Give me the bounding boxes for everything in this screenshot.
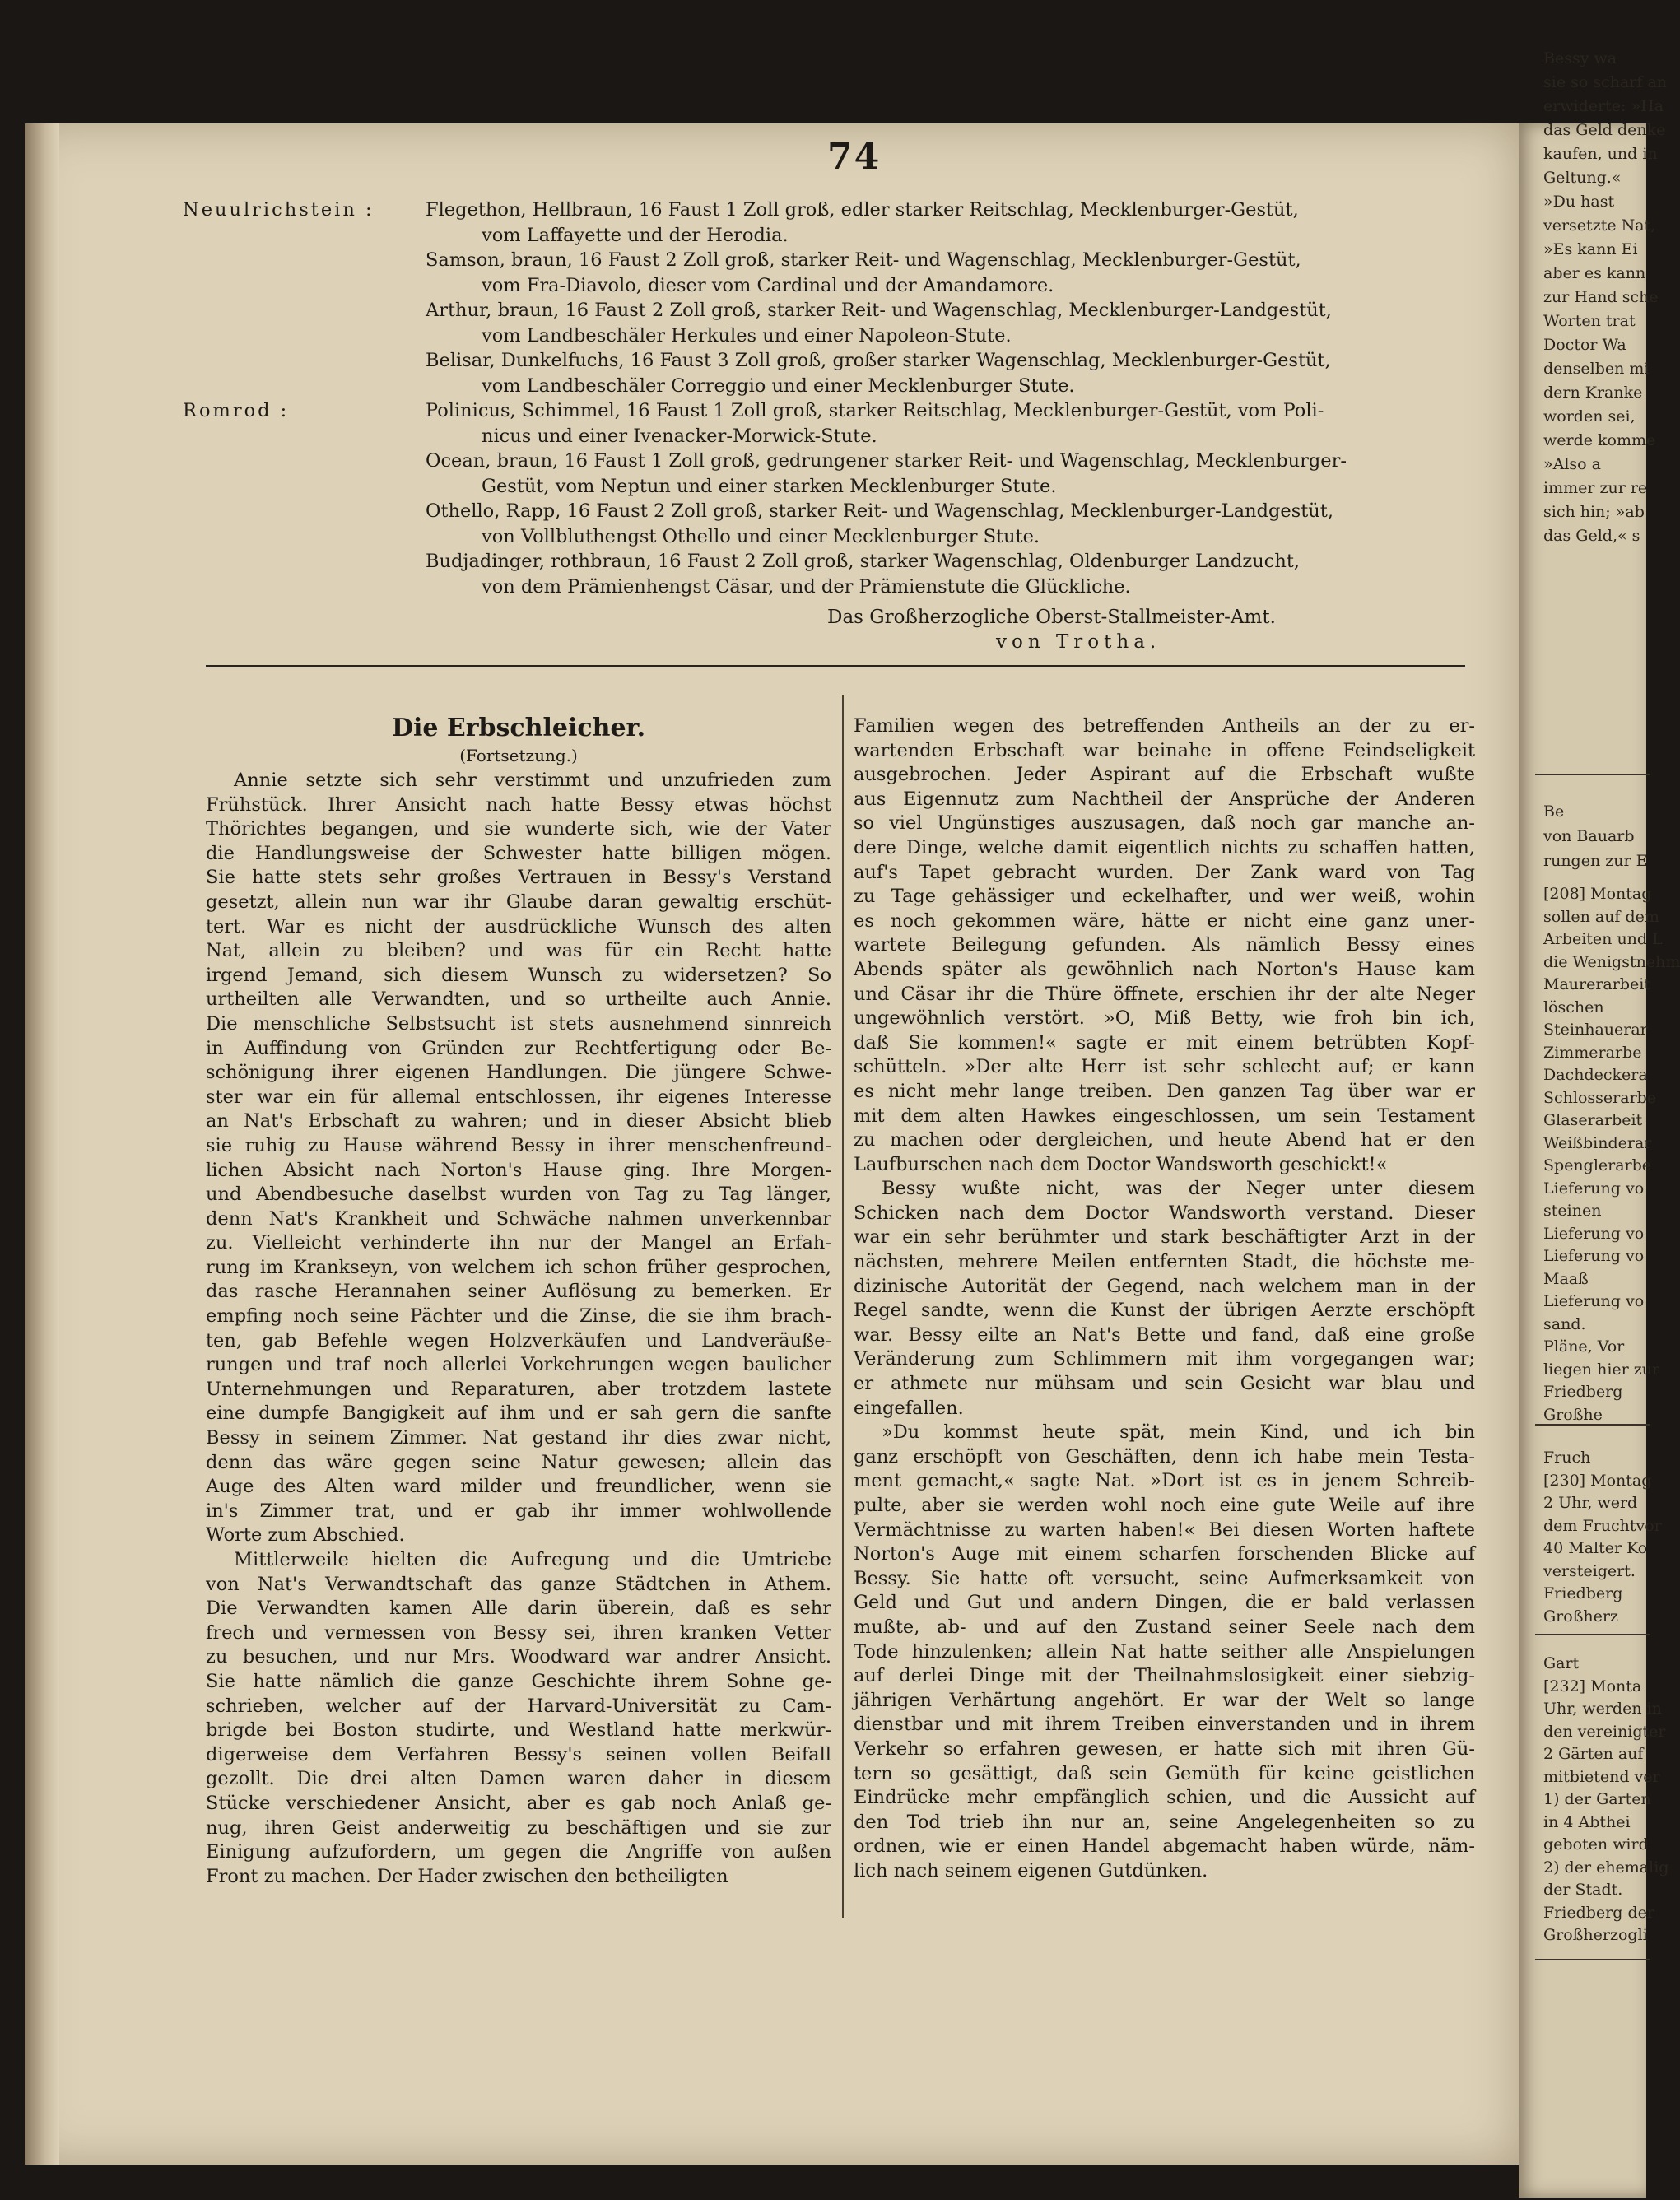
article-line: Thörichtes begangen, und sie wunderte sich, wie der Vater (206, 818, 831, 840)
article-line: nächsten, mehrere Meilen entfernten Stadt, die höchste me- (854, 1251, 1475, 1273)
article-line: wartenden Erbschaft war beinahe in offene Feindseligkeit (854, 739, 1475, 761)
facing-page-line: [232] Monta (1543, 1677, 1642, 1695)
facing-page-line: Doctor Wa (1543, 336, 1626, 354)
stallion-entry: Budjadinger, rothbraun, 16 Faust 2 Zoll groß, starker Wagenschlag, Oldenburger Landzucht, (426, 551, 1301, 572)
article-line: Annie setzte sich sehr verstimmt und unzufrieden zum (234, 770, 831, 791)
article-line: Bessy wußte nicht, was der Neger unter diesem (882, 1178, 1475, 1200)
article-line: Veränderung zum Schlimmern mit ihm vorgegangen war; (854, 1348, 1475, 1370)
facing-page-line: mitbietend ver (1543, 1767, 1660, 1786)
facing-page-line: in 4 Abthei (1543, 1812, 1631, 1831)
article-line: Die Verwandten kamen Alle darin überein, daß es sehr (206, 1598, 831, 1620)
stallion-entry: Flegethon, Hellbraun, 16 Faust 1 Zoll groß, edler starker Reitschlag, Mecklenburger-Gestüt, (426, 199, 1299, 221)
stallion-entry: Ocean, braun, 16 Faust 1 Zoll groß, gedrungener starker Reit- und Wagenschlag, Mecklenburger- (426, 450, 1347, 472)
facing-page-line: Dachdeckera (1543, 1066, 1648, 1084)
facing-page-line: Arbeiten und L (1543, 930, 1663, 948)
facing-page-line: dem Fruchtvor (1543, 1516, 1662, 1535)
article-line: Sie hatte stets sehr großes Vertrauen in Bessy's Verstand (206, 867, 831, 889)
stallion-entry-continued: vom Laffayette und der Herodia. (482, 224, 789, 246)
facing-page-line: sich hin; »ab (1543, 503, 1645, 521)
stallion-entry: Polinicus, Schimmel, 16 Faust 1 Zoll groß, starker Reitschlag, Mecklenburger-Gestüt, vom Poli- (426, 400, 1324, 421)
facing-page-line: Steinhauerar (1543, 1021, 1648, 1039)
article-left-column (206, 714, 831, 1889)
article-title: Die Erbschleicher. (391, 714, 646, 742)
stallion-entry-continued: nicus und einer Ivenacker-Morwick-Stute. (482, 425, 877, 447)
article-line: von Nat's Verwandtschaft das ganze Städtchen in Athem. (206, 1573, 831, 1595)
article-line: aus Eigennutz zum Nachtheil der Ansprüche der Anderen (854, 788, 1475, 810)
article-line: den Tod trieb ihn nur an, seine Angelegenheiten so zu (854, 1811, 1475, 1833)
stallion-entry-continued: vom Landbeschäler Correggio und einer Mecklenburger Stute. (482, 374, 1075, 397)
article-line: ausgebrochen. Jeder Aspirant auf die Erbschaft wußte (854, 764, 1475, 786)
facing-page-line: [230] Montag (1543, 1471, 1652, 1490)
article-line: jährigen Verhärtung angehört. Er war der Welt so lange (854, 1689, 1475, 1711)
article-line: war. Bessy eilte an Nat's Bette und fand, daß eine große (854, 1323, 1475, 1346)
article-line: in Auffindung von Gründen zur Rechtfertigung oder Be- (206, 1037, 831, 1059)
stallion-entry: Othello, Rapp, 16 Faust 2 Zoll groß, starker Reit- und Wagenschlag, Mecklenburger-Landgestüt, (426, 500, 1333, 522)
article-line: es nicht mehr lange treiben. Den ganzen Tag über war er (854, 1080, 1475, 1102)
facing-page-line: Friedberg (1543, 1383, 1623, 1401)
stallion-entry: Arthur, braun, 16 Faust 2 Zoll groß, starker Reit- und Wagenschlag, Mecklenburger-Landgestüt, (426, 300, 1332, 321)
facing-page-line: 40 Malter Ko (1543, 1539, 1648, 1557)
article-line: Auge des Alten ward milder und freundlicher, wenn sie (206, 1476, 831, 1498)
facing-rule (1535, 1959, 1650, 1960)
facing-page-line: denselben mi (1543, 360, 1650, 378)
facing-page-line: [208] Montag (1543, 885, 1652, 903)
column-divider (842, 695, 844, 1918)
article-line: er athmete nur mühsam und sein Gesicht war blau und (854, 1373, 1475, 1395)
article-line: »Du kommst heute spät, mein Kind, und ich bin (882, 1421, 1475, 1444)
facing-page-line: versteigert. (1543, 1561, 1636, 1580)
article-line: zu Tage gehässiger und eckelhafter, und wer weiß, wohin (854, 886, 1475, 908)
facing-page-line: Glaserarbeit (1543, 1111, 1643, 1129)
article-line: Verkehr so erfahren gewesen, er hatte sich mit ihren Gü- (854, 1737, 1475, 1760)
facing-page-line: Großhe (1543, 1405, 1603, 1424)
article-line: gesetzt, allein nun war ihr Glaube daran gewaltig erschüt- (206, 891, 831, 913)
article-line: Tode hinzulenken; allein Nat hatte seither alle Anspielungen (854, 1640, 1475, 1663)
article-subtitle: (Fortsetzung.) (459, 746, 578, 765)
article-line: die Handlungsweise der Schwester hatte billigen mögen. (206, 842, 831, 864)
article-line: Sie hatte nämlich die ganze Geschichte ihrem Sohne ge- (206, 1670, 831, 1692)
article-line: in's Zimmer trat, und er gab ihr immer wohlwollende (206, 1500, 831, 1522)
facing-page-line: kaufen, und in (1543, 145, 1658, 163)
facing-page-line: sand. (1543, 1314, 1586, 1333)
article-line: Norton's Auge mit einem scharfen forschenden Blicke auf (854, 1543, 1475, 1565)
page-edge (25, 123, 59, 2165)
facing-page-line: Geltung.« (1543, 169, 1622, 187)
facing-page-line: Weißbinderar (1543, 1133, 1652, 1152)
article-line: brigde bei Boston studirte, und Westland hatte merkwür- (206, 1719, 831, 1742)
facing-page-line: Gart (1543, 1654, 1580, 1672)
article-line: rung im Krankseyn, von welchem ich schon früher gesprochen, (206, 1256, 831, 1278)
facing-page-line: worden sei, (1543, 407, 1636, 426)
stud-location: Neuulrichstein : (183, 199, 375, 221)
article-line: Bessy in seinem Zimmer. Nat gestand ihr dies zwar nicht, (206, 1427, 831, 1449)
article-line: das rasche Herannahen seiner Auflösung zu bemerken. Er (206, 1281, 831, 1303)
stallion-entry-continued: vom Landbeschäler Herkules und einer Napoleon-Stute. (482, 324, 1012, 347)
facing-page-line: von Bauarb (1543, 827, 1635, 845)
facing-page-line: 2 Uhr, werd (1543, 1494, 1638, 1512)
facing-page-line: »Also a (1543, 455, 1601, 473)
article-line: an Nat's Erbschaft zu wahren; und in dieser Absicht blieb (206, 1110, 831, 1133)
facing-rule (1535, 1424, 1650, 1426)
article-line: Front zu machen. Der Hader zwischen den betheiligten (206, 1865, 728, 1887)
article-line: zu machen oder dergleichen, und heute Abend hat er den (854, 1129, 1475, 1151)
article-line: digerweise dem Verfahren Bessy's seinen vollen Beifall (206, 1743, 831, 1765)
stallion-entry: Samson, braun, 16 Faust 2 Zoll groß, starker Reit- und Wagenschlag, Mecklenburger-Gestüt, (426, 249, 1301, 271)
facing-page-line: Friedberg der (1543, 1903, 1654, 1922)
article-line: denn das wäre gegen seine Natur gewesen; allein das (206, 1451, 831, 1473)
article-line: Familien wegen des betreffenden Antheils an der zu er- (854, 715, 1475, 737)
article-line: urtheilten alle Verwandten, und so urtheilte auch Annie. (206, 988, 831, 1011)
article-line: ster war ein für allemal entschlossen, ihr eigenes Interesse (206, 1086, 831, 1108)
facing-page-line: »Es kann Ei (1543, 240, 1638, 258)
facing-page-line: 2 Gärten auf (1543, 1745, 1644, 1763)
facing-page-line: Großherzogli (1543, 1926, 1648, 1944)
facing-page-line: Lieferung vo (1543, 1247, 1645, 1265)
article-line: Eindrücke mehr empfänglich schien, und die Aussicht auf (854, 1787, 1475, 1809)
facing-page-line: liegen hier zur (1543, 1360, 1660, 1379)
article-line: Unternehmungen und Reparaturen, aber trotzdem lastete (206, 1378, 831, 1400)
facing-page (1519, 49, 1680, 2198)
article-line: Stücke verschiedener Ansicht, aber es gab noch Anlaß ge- (206, 1792, 831, 1814)
article-line: tert. War es nicht der ausdrückliche Wunsch des alten (206, 915, 831, 937)
article-line: empfing noch seine Pächter und die Zinse, die sie ihm brach- (206, 1305, 831, 1328)
facing-page-line: Spenglerarbe (1543, 1156, 1652, 1174)
article-line: Worte zum Abschied. (206, 1524, 405, 1547)
facing-page-line: Schlosserarbe (1543, 1088, 1657, 1107)
article-line: Regel sandte, wenn die Kunst der übrigen Aerzte erschöpft (854, 1300, 1475, 1322)
article-line: denn Nat's Krankheit und Schwäche nahmen unverkennbar (206, 1207, 831, 1230)
article-line: irgend Jemand, sich diesem Wunsch zu widersetzen? So (206, 964, 831, 986)
article-line: es noch gekommen wäre, hätte er nicht eine ganz uner- (854, 909, 1475, 932)
article-line: Geld und Gut und andern Dingen, die er bald verlassen (854, 1592, 1475, 1614)
article-line: rungen und traf noch allerlei Vorkehrungen wegen baulicher (206, 1354, 831, 1376)
article-line: eingefallen. (854, 1397, 964, 1419)
facing-page-line: der Stadt. (1543, 1881, 1623, 1899)
article-line: daß Sie kommen!« sagte er mit einem betrübten Kopf- (854, 1031, 1475, 1053)
article-line: nug, ihren Geist anderweitig zu beschäftigen und sie zur (206, 1816, 831, 1839)
facing-page-line: Uhr, werden in (1543, 1700, 1662, 1718)
article-line: mußte, ab- und auf den Zustand seiner Seele nach dem (854, 1616, 1475, 1638)
facing-page-line: 1) der Garten (1543, 1790, 1651, 1808)
facing-page-line: geboten wird (1543, 1835, 1649, 1853)
facing-page-line: Maurerarbeit (1543, 975, 1650, 993)
article-line: schütteln. »Der alte Herr ist sehr schlecht auf; er kann (854, 1056, 1475, 1078)
facing-page-line: Lieferung vo (1543, 1292, 1645, 1310)
facing-page-line: sollen auf dem (1543, 907, 1659, 926)
article-line: auf derlei Dinge mit der Theilnahmslosigkeit einer siebzig- (854, 1665, 1475, 1687)
facing-page-line: Friedberg (1543, 1584, 1623, 1602)
article-line: war ein sehr berühmter und stark beschäftigter Arzt in der (854, 1226, 1475, 1249)
article-line: tern so gesättigt, daß sein Gemüth für keine geistlichen (854, 1762, 1475, 1784)
facing-page-line: steinen (1543, 1202, 1602, 1220)
article-line: Die menschliche Selbstsucht ist stets ausnehmend sinnreich (206, 1012, 831, 1035)
article-line: Mittlerweile hielten die Aufregung und die Umtriebe (234, 1549, 831, 1570)
stallion-entry-continued: Gestüt, vom Neptun und einer starken Mecklenburger Stute. (482, 475, 1057, 497)
article-line: zu besuchen, und nur Mrs. Woodward war andrer Ansicht. (206, 1646, 831, 1668)
stallion-entry-continued: von Vollbluthengst Othello und einer Mecklenburger Stute. (482, 525, 1040, 547)
article-line: schrieben, welcher auf der Harvard-Universität zu Cam- (206, 1695, 831, 1717)
article-line: ordnen, wie er einen Handel abgemacht haben würde, näm- (854, 1835, 1475, 1858)
facing-page-line: 2) der ehemalig (1543, 1858, 1669, 1877)
article-line: ungewöhnlich verstört. »O, Miß Betty, wie froh bin ich, (854, 1007, 1475, 1030)
article-line: ganz erschöpft von Geschäften, denn ich habe mein Testa- (854, 1445, 1475, 1467)
facing-page-line: erwiderte: »Ha (1543, 97, 1664, 115)
article-line: so viel Ungünstiges auszusagen, daß noch gar manche an- (854, 812, 1475, 835)
facing-page-line: Großherz (1543, 1607, 1618, 1626)
article-line: frech und vermessen von Bessy sei, ihren kranken Vetter (206, 1621, 831, 1644)
facing-page-line: sie so scharf an (1543, 73, 1668, 91)
facing-page-line: versetzte Nat, (1543, 216, 1656, 235)
article-line: dere Dinge, welche damit eigentlich nichts zu schaffen hatten, (854, 836, 1475, 858)
facing-page-line: den vereinigter (1543, 1722, 1666, 1741)
facing-page-line: zur Hand sche (1543, 288, 1659, 306)
stallion-entry: Belisar, Dunkelfuchs, 16 Faust 3 Zoll groß, großer starker Wagenschlag, Mecklenburger-Gestüt, (426, 350, 1331, 371)
article-line: wartete Beilegung gefunden. Als nämlich Bessy eines (854, 934, 1475, 956)
article-line: Vermächtnisse zu warten haben!« Bei diesen Worten haftete (854, 1519, 1475, 1541)
facing-page-line: Worten trat (1543, 312, 1636, 330)
facing-page-line: Be (1543, 802, 1565, 821)
facing-page-line: Bessy wa (1543, 49, 1617, 67)
stallion-entry-continued: von dem Prämienhengst Cäsar, und der Prämienstute die Glückliche. (482, 575, 1131, 598)
facing-rule (1535, 774, 1650, 775)
facing-page-line: Pläne, Vor (1543, 1337, 1625, 1356)
facing-page-line: Maaß (1543, 1269, 1589, 1288)
article-line: zu. Vielleicht verhinderte ihn nur der Mangel an Erfah- (206, 1232, 831, 1254)
facing-page-line: löschen (1543, 998, 1604, 1016)
page-number: 74 (827, 136, 882, 178)
article-line: pulte, aber sie werden wohl noch eine gute Weile auf ihre (854, 1495, 1475, 1516)
article-line: eine dumpfe Bangigkeit auf ihm und er sah gern die sanfte (206, 1402, 831, 1425)
article-line: dizinische Autorität der Gegend, nach welchem man in der (854, 1275, 1475, 1297)
article-line: Frühstück. Ihrer Ansicht nach hatte Bessy etwas höchst (206, 793, 831, 816)
article-line: Einigung aufzufordern, um gegen die Angriffe von außen (206, 1841, 831, 1863)
facing-page-line: werde komme (1543, 431, 1656, 449)
facing-page-line: die Wenigstnehm (1543, 952, 1680, 971)
article-line: Abends später als gewöhnlich nach Norton's Hause kam (854, 958, 1475, 980)
article-line: lichen Absicht nach Norton's Hause ging. Ihre Morgen- (206, 1159, 831, 1181)
article-line: und Abendbesuche daselbst wurden von Tag zu Tag länger, (206, 1184, 831, 1206)
facing-page-line: das Geld,« s (1543, 527, 1640, 545)
article-line: dienstbar und mit ihrem Treiben einverstanden und in ihrem (854, 1714, 1475, 1736)
article-line: sie ruhig zu Hause während Bessy in ihrer menschenfreund- (206, 1134, 831, 1156)
facing-page-line: das Geld denke (1543, 121, 1666, 139)
facing-rule (1535, 1634, 1650, 1635)
article-line: lich nach seinem eigenen Gutdünken. (854, 1859, 1208, 1881)
signature-office: Das Großherzogliche Oberst-Stallmeister-Amt. (827, 607, 1276, 628)
article-line: schönigung ihrer eigenen Handlungen. Die jüngere Schwe- (206, 1062, 831, 1084)
article-line: Laufburschen nach dem Doctor Wandsworth geschickt!« (854, 1153, 1388, 1175)
article-line: Schicken nach dem Doctor Wandsworth verstand. Dieser (854, 1202, 1475, 1224)
article-line: auf's Tapet gebracht wurden. Der Zank ward von Tag (854, 861, 1475, 883)
article-line: gezollt. Die drei alten Damen waren daher in diesem (206, 1768, 831, 1790)
stud-location: Romrod : (183, 400, 290, 421)
article-right-column (854, 714, 1475, 1884)
facing-page-line: dern Kranke (1543, 384, 1643, 402)
article-line: mit dem alten Hawkes eingeschlossen, um sein Testament (854, 1105, 1475, 1127)
facing-page-line: rungen zur E (1543, 852, 1648, 870)
section-rule (206, 665, 1465, 667)
article-line: ment gemacht,« sagte Nat. »Dort ist es in jenem Schreib- (854, 1470, 1475, 1492)
facing-page-line: Fruch (1543, 1449, 1591, 1467)
facing-page-line: »Du hast (1543, 193, 1615, 211)
stallion-entry-continued: vom Fra-Diavolo, dieser vom Cardinal und der Amandamore. (482, 274, 1054, 296)
facing-page-line: Zimmerarbe (1543, 1043, 1642, 1062)
article-line: und Cäsar ihr die Thüre öffnete, erschien ihr der alte Neger (854, 983, 1475, 1005)
article-line: Nat, allein zu bleiben? und was für ein Recht hatte (206, 940, 831, 962)
facing-page-line: aber es kann (1543, 264, 1646, 282)
article-line: ten, gab Befehle wegen Holzverkäufen und Landveräuße- (206, 1329, 831, 1351)
signature-name: von Trotha. (996, 631, 1161, 653)
facing-page-line: Lieferung vo (1543, 1179, 1645, 1198)
facing-page-line: immer zur re (1543, 479, 1648, 497)
article-line: Bessy. Sie hatte oft versucht, seine Aufmerksamkeit von (854, 1567, 1475, 1589)
facing-page-line: Lieferung vo (1543, 1224, 1645, 1243)
